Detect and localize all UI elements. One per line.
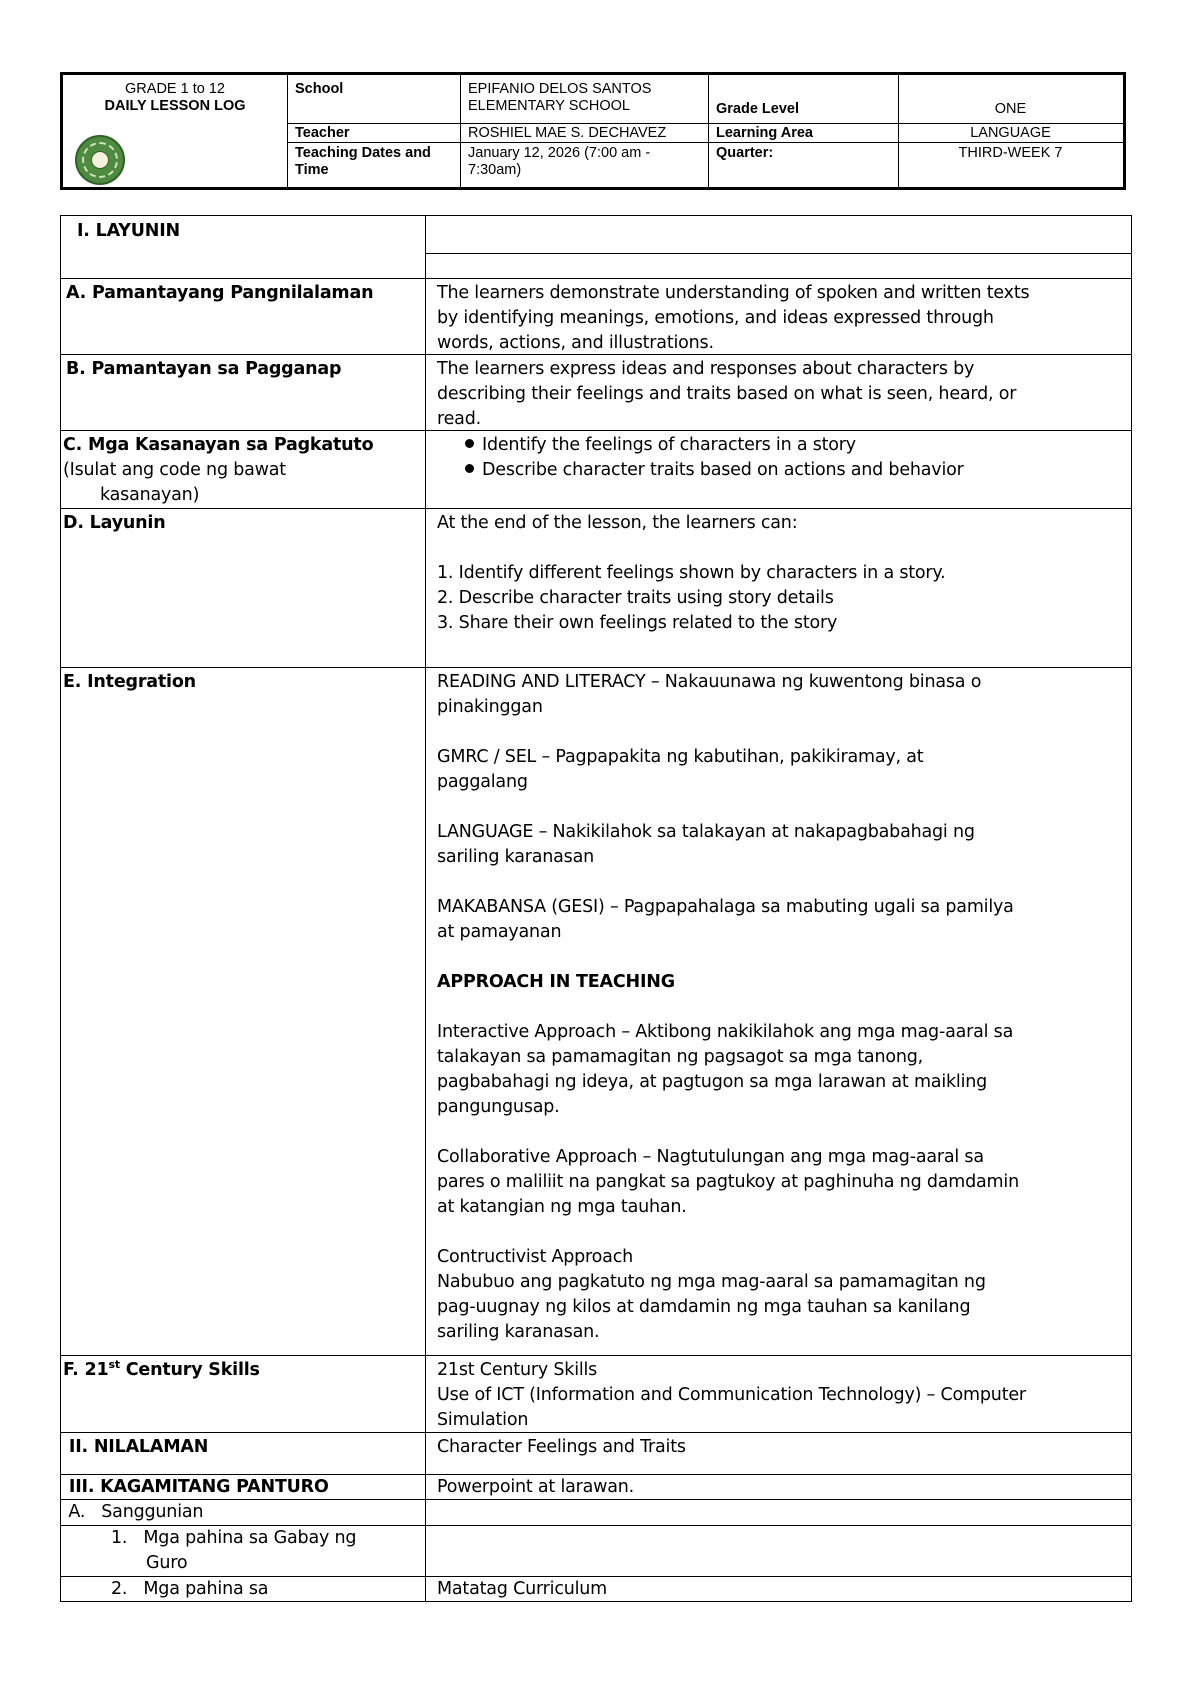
learning-area-value: LANGUAGE (970, 125, 1051, 141)
integration-content: READING AND LITERACY – Nakauunawa ng kuwentong binasa o pinakinggan GMRC / SEL – Pagpapakita ng kabutihan, pakikiramay, at paggalang LANGUAGE – Nakikilahok sa talakayan at nakapagbabahagi ng sariling karanasan MAKABANSA (GESI) – Pagpapahalaga sa mabuting ugali sa pamilya at pamayanan APPROACH IN TEACHING Interactive Approach – Aktibong nakikilahok ang mga mag-aaral sa talakayan sa pamamagitan ng pagsagot sa mga tanong, pagbabahagi ng ideya, at pagtugon sa mga larawan at maikling pangungusap. Collaborative Approach – Nagtutulungan ang mga mag-aaral sa pares o maliliit na pangkat sa pagtukoy at paghinuha ng damdamin at katangian ng mga tauhan. Contructivist Approach Nabubuo ang pagkatuto ng mga mag-aaral sa pamamagitan ng pag-uugnay ng kilos at damdamin ng mga tauhan sa kanilang sariling karanasan. (437, 672, 1019, 1342)
learning-area-label: Learning Area (716, 125, 813, 141)
pamantayan-sa-pagganap-text: The learners express ideas and responses about characters by describing their feelings and traits based on what is seen, heard, or read. (437, 359, 1017, 429)
kagamitan-label: III. KAGAMITANG PANTURO (63, 1477, 329, 1497)
dll-title: GRADE 1 to 12 DAILY LESSON LOG (104, 81, 246, 114)
teacher-label: Teacher (295, 125, 350, 141)
pamantayang-pangnilalaman-label: A. Pamantayang Pangnilalaman (66, 283, 374, 303)
layunin-d-label: D. Layunin (63, 513, 166, 533)
teaching-dates-value: January 12, 2026 (7:00 am - 7:30am) (468, 145, 651, 178)
teaching-dates-label: Teaching Dates and Time (295, 145, 431, 178)
quarter-label: Quarter: (716, 145, 774, 161)
gabay-ng-guro-label: 1. Mga pahina sa Gabay ng Guro (111, 1528, 357, 1573)
teacher-value: ROSHIEL MAE S. DECHAVEZ (468, 125, 667, 141)
grade-level-label: Grade Level (716, 101, 800, 117)
century-skills-label: F. 21st Century Skills (63, 1358, 260, 1380)
lesson-log-table (60, 215, 1132, 1602)
kasanayan-label: C. Mga Kasanayan sa Pagkatuto (Isulat ang code ng bawat kasanayan) (63, 435, 374, 505)
approach-heading: APPROACH IN TEACHING (437, 972, 675, 992)
mga-pahina-value: Matatag Curriculum (437, 1579, 608, 1599)
century-skills-text: 21st Century Skills Use of ICT (Information and Communication Technology) – Computer Simulation (437, 1360, 1026, 1430)
bullet-icon (465, 464, 474, 473)
sanggunian-label: A. Sanggunian (63, 1502, 204, 1522)
pamantayan-sa-pagganap-label: B. Pamantayan sa Pagganap (66, 359, 342, 379)
kasanayan-list (465, 433, 964, 483)
pamantayang-pangnilalaman-text: The learners demonstrate understanding of spoken and written texts by identifying meanings, emotions, and ideas expressed through words, actions, and illustrations. (437, 283, 1030, 353)
kagamitan-value: Powerpoint at larawan. (437, 1477, 635, 1497)
layunin-heading: I. LAYUNIN (77, 221, 180, 241)
header-table (60, 72, 1126, 190)
nilalaman-value: Character Feelings and Traits (437, 1437, 686, 1457)
school-value: EPIFANIO DELOS SANTOS ELEMENTARY SCHOOL (468, 81, 652, 114)
integration-label: E. Integration (63, 672, 196, 692)
grade-level-value: ONE (994, 101, 1027, 117)
layunin-objectives: At the end of the lesson, the learners can: 1. Identify different feelings shown by characters in a story. 2. Describe character traits using story details 3. Share their own feelings related to the story (437, 513, 946, 633)
deped-seal-icon (75, 135, 125, 185)
nilalaman-label: II. NILALAMAN (63, 1437, 209, 1457)
quarter-value: THIRD-WEEK 7 (958, 145, 1063, 161)
mga-pahina-label: 2. Mga pahina sa (111, 1579, 269, 1599)
bullet-icon (465, 439, 474, 448)
school-label: School (295, 81, 344, 97)
list-item: Describe character traits based on actions and behavior (465, 458, 964, 483)
list-item: Identify the feelings of characters in a story (465, 433, 964, 458)
